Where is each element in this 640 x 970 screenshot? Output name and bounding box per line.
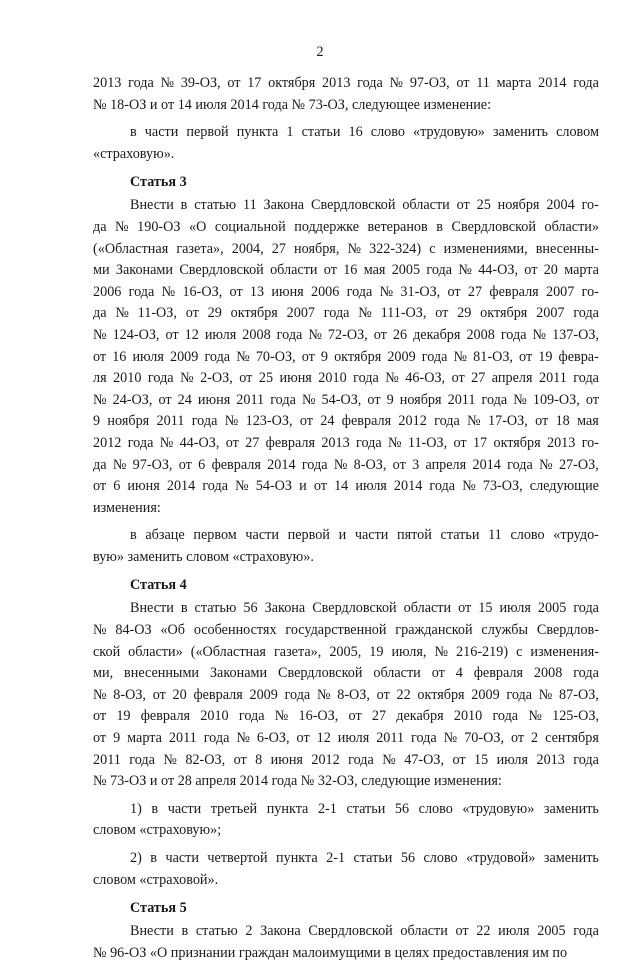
paragraph: [93, 195, 599, 519]
article-heading: Статья 4: [130, 577, 187, 594]
text-line: да № 11-ОЗ, от 29 октября 2007 года № 111-ОЗ, от 29 октября 2007 года: [93, 305, 599, 322]
article-heading: Статья 3: [130, 174, 187, 191]
text-line: «страховую».: [93, 145, 175, 162]
text-line: изменения:: [93, 499, 161, 516]
text-line: да № 190-ОЗ «О социальной поддержке ветеранов в Свердловской области»: [93, 218, 599, 235]
text-line: ми Законами Свердловской области от 16 мая 2005 года № 44-ОЗ, от 20 марта: [93, 262, 599, 279]
document-body: [93, 73, 599, 970]
paragraph: [93, 799, 599, 842]
paragraph: [93, 73, 599, 116]
text-line: 2013 года № 39-ОЗ, от 17 октября 2013 года № 97-ОЗ, от 11 марта 2014 года: [93, 75, 599, 91]
text-line: да № 97-ОЗ, от 6 февраля 2014 года № 8-ОЗ, от 3 апреля 2014 года № 27-ОЗ,: [93, 456, 599, 473]
paragraph: [93, 598, 599, 792]
paragraph: [93, 921, 599, 964]
text-line: № 18-ОЗ и от 14 июля 2014 года № 73-ОЗ, следующее изменение:: [93, 96, 492, 113]
text-line: ля 2010 года № 2-ОЗ, от 25 июня 2010 года № 46-ОЗ, от 27 апреля 2011 года: [93, 370, 599, 387]
text-line: словом «страховой».: [93, 871, 219, 888]
text-line: 2006 года № 16-ОЗ, от 13 июня 2006 года № 31-ОЗ, от 27 февраля 2007 го-: [93, 283, 599, 300]
text-line: 2011 года № 82-ОЗ, от 8 июня 2012 года № 47-ОЗ, от 15 июля 2013 года: [93, 751, 599, 768]
text-line: № 124-ОЗ, от 12 июля 2008 года № 72-ОЗ, от 26 декабря 2008 года № 137-ОЗ,: [93, 326, 599, 343]
text-line: вую» заменить словом «страховую».: [93, 548, 314, 565]
text-line: от 9 марта 2011 года № 6-ОЗ, от 12 июля 2011 года № 70-ОЗ, от 2 сентября: [93, 730, 599, 747]
text-line: № 8-ОЗ, от 20 февраля 2009 года № 8-ОЗ, от 22 октября 2009 года № 87-ОЗ,: [93, 686, 599, 703]
text-line: словом «страховую»;: [93, 822, 222, 839]
text-line: («Областная газета», 2004, 27 ноября, № 322-324) с изменениями, внесенны-: [93, 240, 599, 257]
text-line: 1) в части третьей пункта 2-1 статьи 56 слово «трудовую» заменить: [130, 800, 599, 817]
page-number: 2: [316, 44, 324, 60]
text-line: от 16 июля 2009 года № 70-ОЗ, от 9 октября 2009 года № 81-ОЗ, от 19 февра-: [93, 348, 599, 365]
text-line: Внести в статью 2 Закона Свердловской области от 22 июля 2005 года: [130, 923, 599, 940]
text-line: Внести в статью 11 Закона Свердловской области от 25 ноября 2004 го-: [130, 197, 599, 214]
text-line: 9 ноября 2011 года № 123-ОЗ, от 24 февраля 2012 года № 17-ОЗ, от 18 мая: [93, 413, 599, 430]
paragraph: [93, 122, 599, 165]
text-line: № 84-ОЗ «Об особенностях государственной гражданской службы Свердлов-: [93, 622, 599, 639]
text-line: № 96-ОЗ «О признании граждан малоимущими в целях предоставления им по: [93, 944, 568, 961]
text-line: в части первой пункта 1 статьи 16 слово «трудовую» заменить словом: [130, 124, 599, 141]
text-line: Внести в статью 56 Закона Свердловской области от 15 июля 2005 года: [130, 600, 599, 617]
paragraph: [93, 525, 599, 568]
text-line: от 19 февраля 2010 года № 16-ОЗ, от 27 декабря 2010 года № 125-ОЗ,: [93, 708, 599, 725]
text-line: ской области» («Областная газета», 2005, 19 июля, № 216-219) с изменения-: [93, 643, 599, 660]
text-line: № 24-ОЗ, от 24 июня 2011 года № 54-ОЗ, от 9 ноября 2011 года № 109-ОЗ, от: [93, 391, 599, 408]
paragraph: [93, 848, 599, 891]
text-line: ми, внесенными Законами Свердловской области от 4 февраля 2008 года: [93, 665, 599, 682]
text-line: в абзаце первом части первой и части пятой статьи 11 слово «трудо-: [130, 527, 599, 544]
article-heading: Статья 5: [130, 900, 187, 917]
text-line: 2012 года № 44-ОЗ, от 27 февраля 2013 года № 11-ОЗ, от 17 октября 2013 го-: [93, 434, 599, 451]
text-line: 2) в части четвертой пункта 2-1 статьи 56 слово «трудовой» заменить: [130, 850, 599, 866]
text-line: № 73-ОЗ и от 28 апреля 2014 года № 32-ОЗ, следующие изменения:: [93, 773, 502, 790]
text-line: от 6 июня 2014 года № 54-ОЗ и от 14 июля 2014 года № 73-ОЗ, следующие: [93, 478, 599, 495]
